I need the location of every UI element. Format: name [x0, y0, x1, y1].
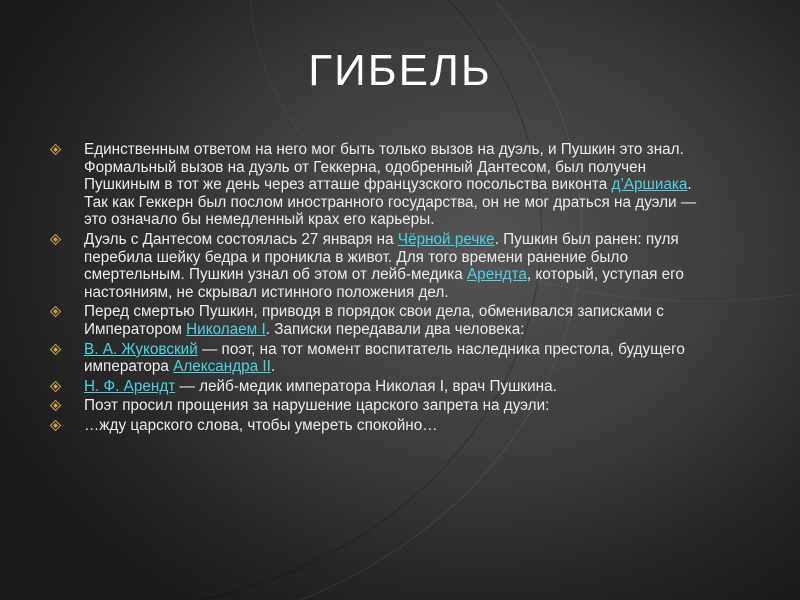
- bullet-text: Поэт просил прощения за нарушение царского запрета на дуэли:: [84, 397, 550, 415]
- slide-title: ГИБЕЛЬ: [308, 46, 492, 95]
- bullet-item: [40, 397, 700, 415]
- bullet-item: [40, 231, 700, 301]
- diamond-bullet-icon: [50, 344, 61, 355]
- bullet-text: …жду царского слова, чтобы умереть спокойно…: [84, 416, 438, 434]
- diamond-bullet-icon: [50, 420, 61, 431]
- bullet-item: [40, 417, 700, 435]
- hyperlink[interactable]: д’Аршиака: [611, 176, 688, 194]
- diamond-bullet-icon: [50, 144, 61, 155]
- diamond-bullet-icon: [50, 400, 61, 411]
- bullet-item: [40, 378, 700, 396]
- bullet-text: Дуэль с Дантесом состоялась 27 января на: [84, 230, 398, 248]
- bullet-text: . Записки передавали два человека:: [265, 320, 525, 338]
- bullet-item: [40, 141, 700, 229]
- bullet-item: [40, 303, 700, 338]
- bullet-text: . Так как Геккерн был послом иностранного государства, он не мог драться на дуэли — это означало бы немедленный крах его карьеры.: [84, 176, 697, 229]
- hyperlink[interactable]: Н. Ф. Арендт: [84, 377, 176, 395]
- bullet-text: , который, уступая его настояниям, не скрывал истинного положения дел.: [84, 266, 684, 301]
- bullet-text: Единственным ответом на него мог быть только вызов на дуэль, и Пушкин это знал. Формальный вызов на дуэль от Геккерна, одобренный Дантесом, был получен Пушкиным в тот же день через атташе французского посольства виконта: [84, 141, 684, 194]
- hyperlink[interactable]: Арендта: [466, 266, 527, 284]
- hyperlink[interactable]: Чёрной речке: [397, 230, 495, 248]
- bullet-item: [40, 341, 700, 376]
- bullet-text: — лейб-медик императора Николая I, врач Пушкина.: [175, 377, 557, 395]
- diamond-bullet-icon: [50, 234, 61, 245]
- bullet-text: . Пушкин был ранен: пуля перебила шейку бедра и проникла в живот. Для того времени ранение было смертельным. Пушкин узнал об этом от лейб-медика: [84, 230, 679, 284]
- hyperlink[interactable]: В. А. Жуковский: [84, 340, 198, 358]
- diamond-bullet-icon: [50, 306, 61, 317]
- bullet-list: [40, 141, 700, 437]
- hyperlink[interactable]: Николаем I: [186, 320, 266, 338]
- hyperlink[interactable]: Александра II: [173, 358, 271, 376]
- bullet-text: .: [270, 358, 276, 376]
- diamond-bullet-icon: [50, 381, 61, 392]
- bullet-text: — поэт, на тот момент воспитатель наследника престола, будущего императора: [84, 340, 685, 376]
- bullet-text: Перед смертью Пушкин, приводя в порядок свои дела, обменивался записками с Императором: [84, 303, 664, 338]
